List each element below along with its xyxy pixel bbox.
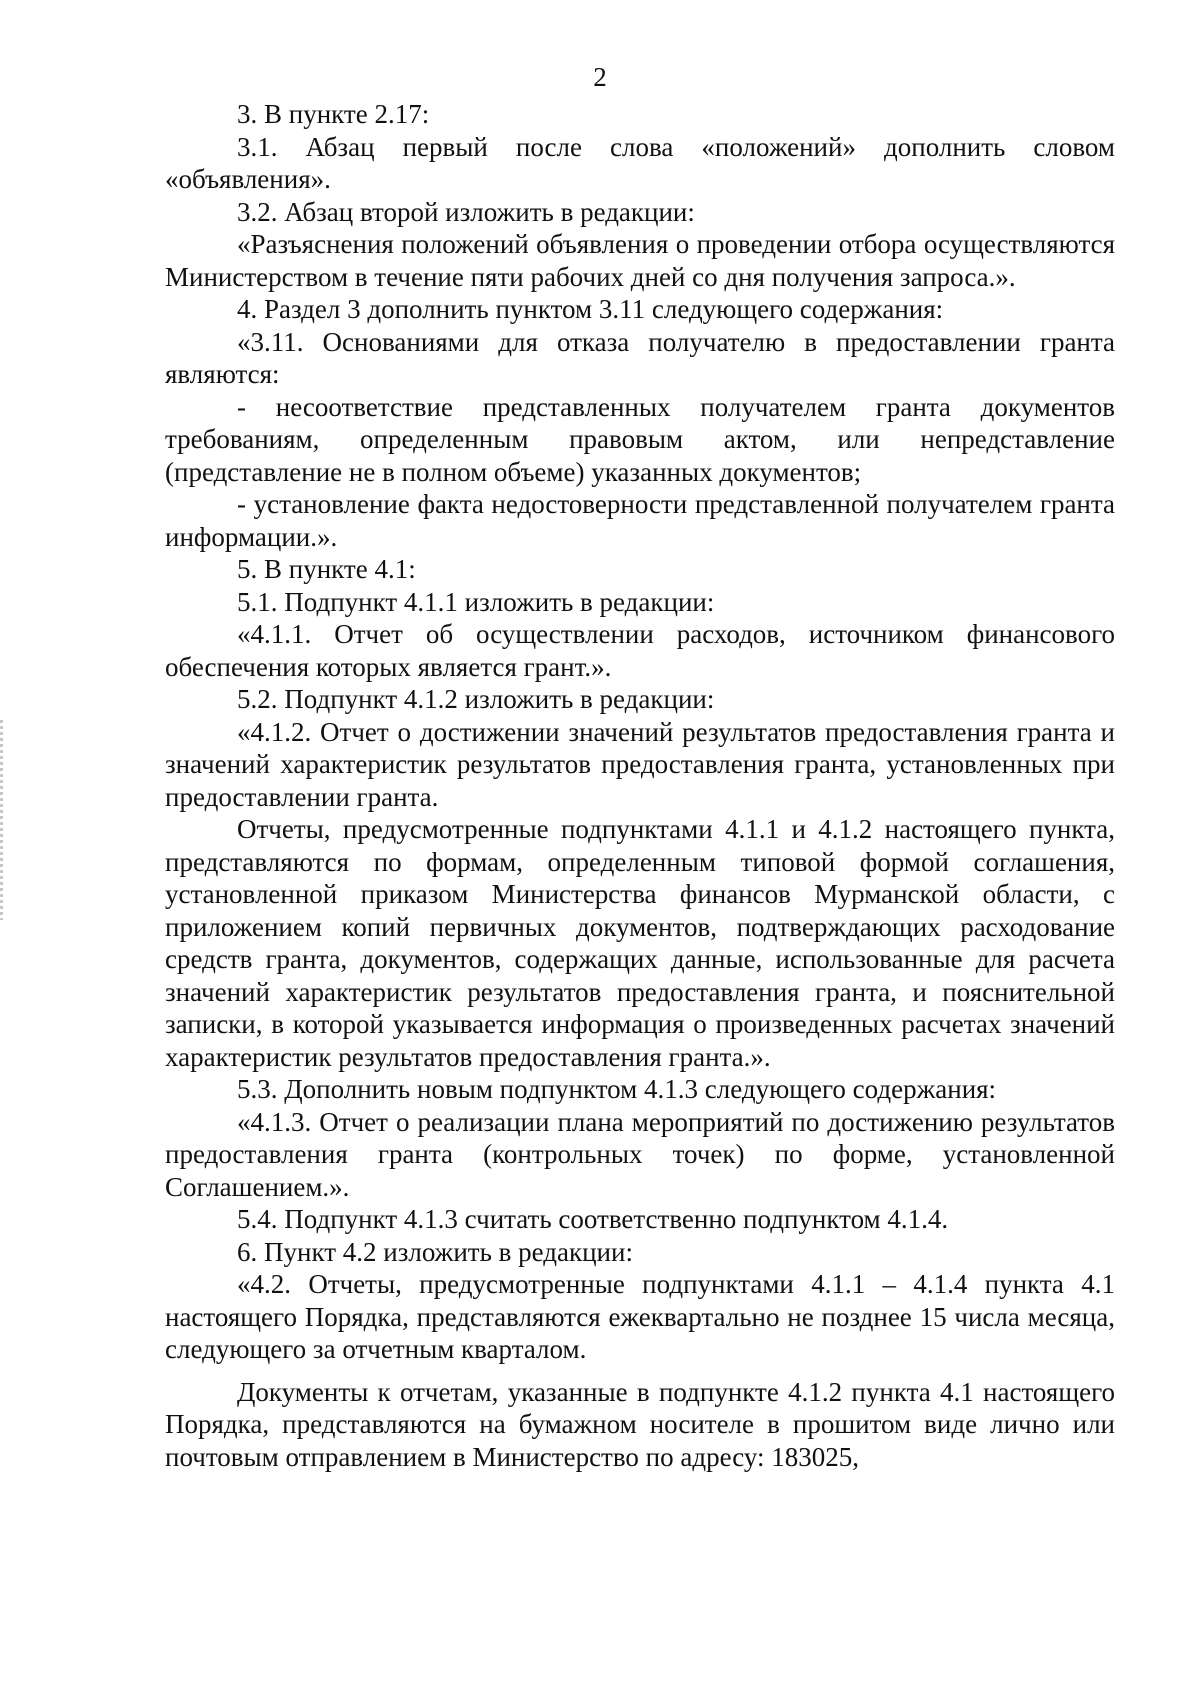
paragraph: 5.1. Подпункт 4.1.1 изложить в редакции: <box>237 586 715 617</box>
paragraph: «4.2. Отчеты, предусмотренные подпунктами 4.1.1 – 4.1.4 пункта 4.1 настоящего Порядка, представляются ежеквартально не позднее 15 числа месяца, следующего за отчетным кварталом. <box>165 1269 1115 1364</box>
paragraph: 3.1. Абзац первый после слова «положений» дополнить словом «объявления». <box>165 131 1115 194</box>
paragraph: «3.11. Основаниями для отказа получателю в предоставлении гранта являются: <box>165 326 1115 389</box>
paragraph: Документы к отчетам, указанные в подпункте 4.1.2 пункта 4.1 настоящего Порядка, представляются на бумажном носителе в прошитом виде лично или почтовым отправлением в Министерство по адресу: 183025, <box>165 1376 1115 1472</box>
paragraph: - несоответствие представленных получателем гранта документов требованиям, определенным правовым актом, или непредставление (представление не в полном объеме) указанных документов; <box>165 391 1115 487</box>
paragraph: «Разъяснения положений объявления о проведении отбора осуществляются Министерством в течение пяти рабочих дней со дня получения запроса.». <box>165 229 1115 292</box>
paragraph: 5.4. Подпункт 4.1.3 считать соответственно подпунктом 4.1.4. <box>237 1204 949 1234</box>
paragraph: 3. В пункте 2.17: <box>237 99 430 129</box>
paragraph: - установление факта недостоверности представленной получателем гранта информации.». <box>165 489 1115 552</box>
paragraph: «4.1.3. Отчет о реализации плана мероприятий по достижению результатов предоставления гранта (контрольных точек) по форме, установленной Соглашением.». <box>165 1106 1115 1202</box>
paragraph: «4.1.1. Отчет об осуществлении расходов, источником финансового обеспечения которых является грант.». <box>165 619 1115 682</box>
paragraph: 5.2. Подпункт 4.1.2 изложить в редакции: <box>237 684 715 714</box>
paragraph: Отчеты, предусмотренные подпунктами 4.1.1 и 4.1.2 настоящего пункта, представляются по формам, определенным типовой формой соглашения, установленной приказом Министерства финансов Мурманской области, с приложением копий первичных документов, подтверждающих расходование средств гранта, документов, содержащих данные, использованные для расчета значений характеристик результатов предоставления гранта, и пояснительной записки, в которой указывается информация о произведенных расчетах значений характеристик результатов предоставления гранта.». <box>165 814 1115 1072</box>
paragraph: 3.2. Абзац второй изложить в редакции: <box>237 196 695 227</box>
paragraph: «4.1.2. Отчет о достижении значений результатов предоставления гранта и значений характеристик результатов предоставления гранта, установленных при предоставлении гранта. <box>165 716 1115 812</box>
paragraph: 5. В пункте 4.1: <box>237 554 416 584</box>
scan-edge-mark <box>0 720 3 920</box>
paragraph: 6. Пункт 4.2 изложить в редакции: <box>237 1236 633 1267</box>
paragraph: 4. Раздел 3 дополнить пунктом 3.11 следующего содержания: <box>237 294 944 324</box>
paragraph: 5.3. Дополнить новым подпунктом 4.1.3 следующего содержания: <box>237 1074 997 1104</box>
document-body <box>165 98 1115 1473</box>
page-number: 2 <box>593 62 607 92</box>
